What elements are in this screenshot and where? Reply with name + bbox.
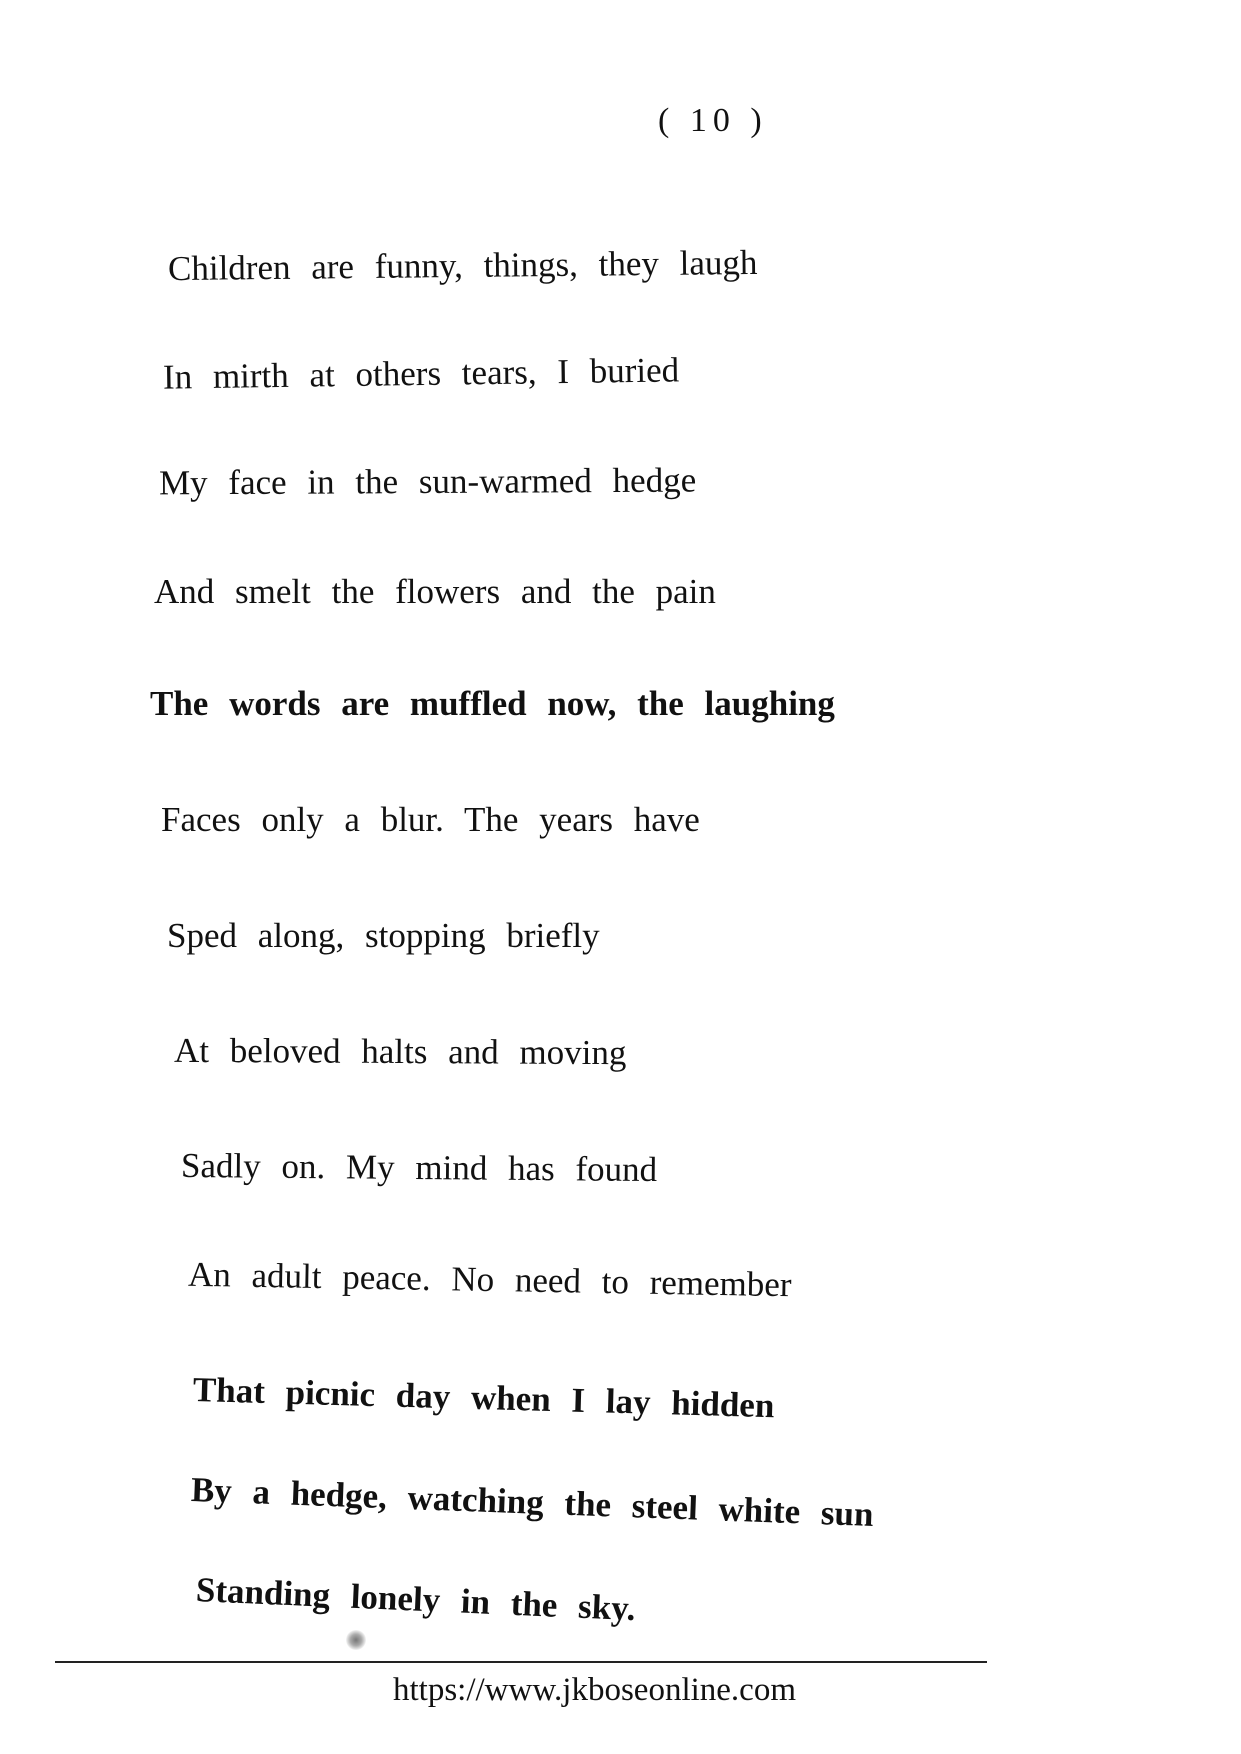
poem-line-9: Sadly on. My mind has found — [180, 1145, 658, 1190]
poem-line-3: My face in the sun-warmed hedge — [158, 460, 697, 503]
poem-line-11: That picnic day when I lay hidden — [192, 1370, 775, 1426]
poem-line-12: By a hedge, watching the steel white sun — [190, 1470, 875, 1535]
poem-line-2: In mirth at others tears, I buried — [162, 350, 680, 397]
page-number: ( 10 ) — [658, 102, 768, 139]
scan-smudge — [346, 1630, 366, 1650]
poem-line-13: Standing lonely in the sky. — [195, 1570, 637, 1629]
poem-line-5: The words are muffled now, the laughing — [150, 684, 835, 723]
poem-line-10: An adult peace. No need to remember — [187, 1254, 792, 1305]
poem-line-6: Faces only a blur. The years have — [161, 800, 700, 839]
footer-url-link[interactable]: https://www.jkboseonline.com — [393, 1672, 796, 1708]
poem-line-7: Sped along, stopping briefly — [167, 916, 600, 955]
footer-rule — [55, 1661, 987, 1663]
poem-line-4: And smelt the flowers and the pain — [154, 572, 716, 611]
poem-line-1: Children are funny, things, they laugh — [167, 242, 758, 289]
poem-line-8: At beloved halts and moving — [173, 1030, 627, 1073]
